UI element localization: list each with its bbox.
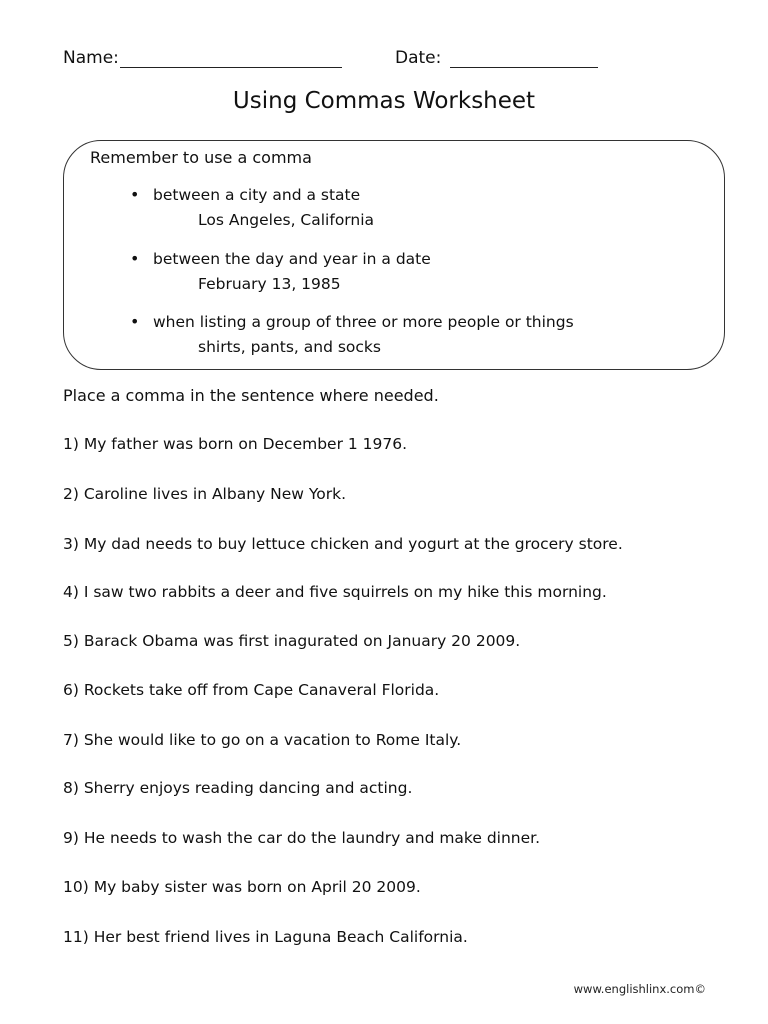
question-item: 10) My baby sister was born on April 20 2009. [63,878,421,896]
question-item: 11) Her best friend lives in Laguna Beach California. [63,928,468,946]
rule-example: shirts, pants, and socks [198,338,381,356]
rules-heading: Remember to use a comma [90,148,312,167]
instruction-text: Place a comma in the sentence where needed. [63,386,439,405]
name-blank-line[interactable] [120,67,342,68]
question-item: 8) Sherry enjoys reading dancing and acting. [63,779,413,797]
footer-url: www.englishlinx.com© [573,982,706,996]
bullet-icon: • [130,312,140,331]
rule-text: when listing a group of three or more people or things [153,313,574,331]
question-item: 3) My dad needs to buy lettuce chicken and yogurt at the grocery store. [63,535,623,553]
worksheet-title: Using Commas Worksheet [232,88,536,114]
question-item: 5) Barack Obama was first inagurated on January 20 2009. [63,632,521,650]
rule-text: between a city and a state [153,186,361,204]
question-item: 7) She would like to go on a vacation to Rome Italy. [63,731,462,749]
question-item: 2) Caroline lives in Albany New York. [63,485,347,503]
question-item: 1) My father was born on December 1 1976. [63,435,408,453]
date-label: Date: [395,48,442,68]
rule-example: February 13, 1985 [198,275,341,293]
bullet-icon: • [130,249,140,268]
question-item: 9) He needs to wash the car do the laundry and make dinner. [63,829,541,847]
bullet-icon: • [130,185,140,204]
rule-text: between the day and year in a date [153,250,431,268]
question-item: 4) I saw two rabbits a deer and five squirrels on my hike this morning. [63,583,607,601]
date-blank-line[interactable] [450,67,598,68]
name-label: Name: [63,48,119,68]
question-item: 6) Rockets take off from Cape Canaveral Florida. [63,681,440,699]
rule-example: Los Angeles, California [198,211,375,229]
